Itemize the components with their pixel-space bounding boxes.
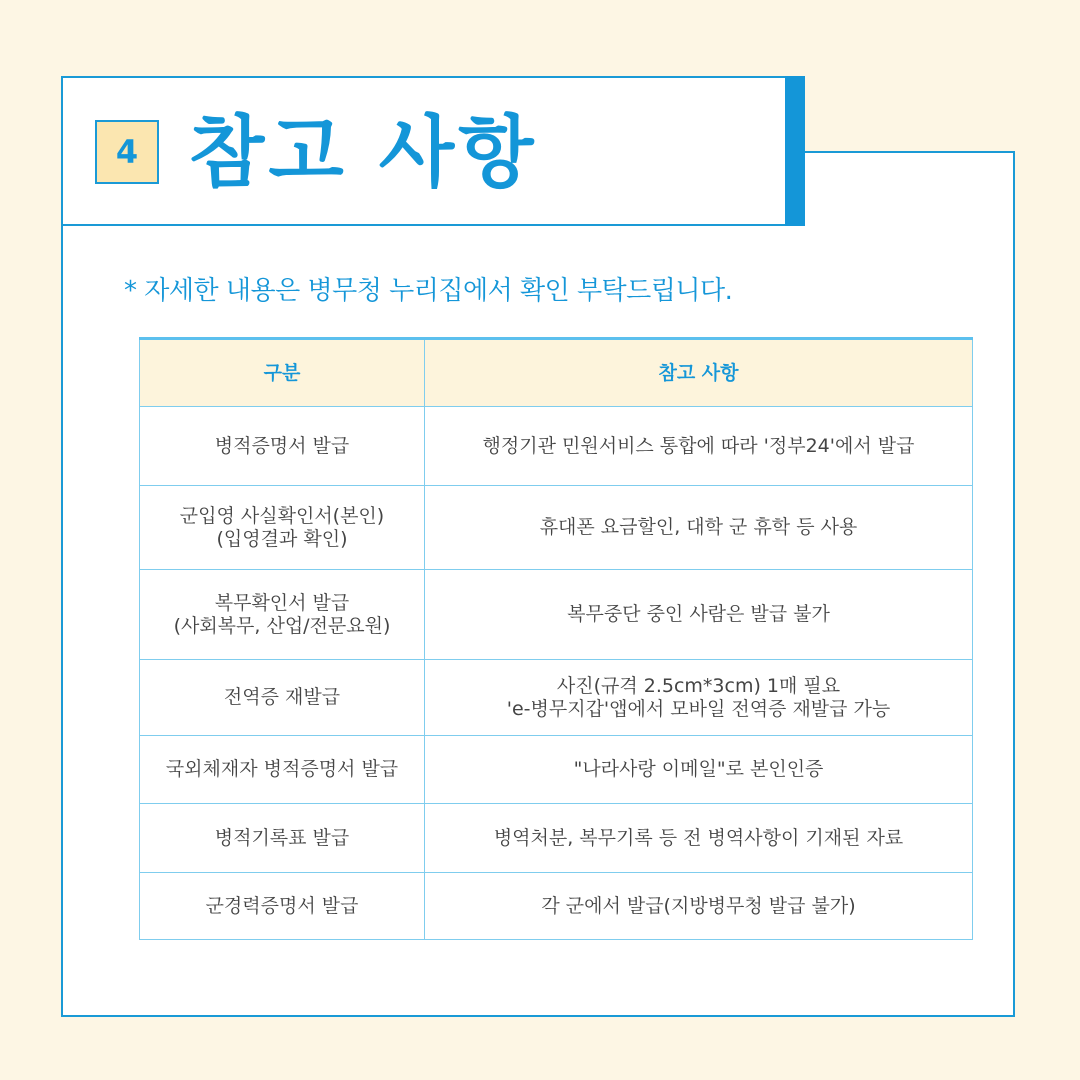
category-cell-text: 군경력증명서 발급 (205, 894, 359, 917)
note-cell (425, 660, 973, 736)
table-row (140, 873, 973, 940)
note-cell (425, 486, 973, 570)
table-row (140, 486, 973, 570)
note-cell-text: 각 군에서 발급(지방병무청 발급 불가) (541, 894, 856, 917)
column-header-note: 참고 사항 (425, 339, 973, 407)
note-cell (425, 736, 973, 804)
table-row (140, 407, 973, 486)
reference-note: * 자세한 내용은 병무청 누리집에서 확인 부탁드립니다. (124, 276, 733, 306)
category-cell (140, 736, 425, 804)
note-cell-text: 행정기관 민원서비스 통합에 따라 '정부24'에서 발급 (482, 434, 915, 457)
category-cell-text: 병적증명서 발급 (214, 434, 350, 457)
page-title: 참고 사항 (189, 108, 538, 198)
note-cell (425, 873, 973, 940)
note-cell (425, 570, 973, 660)
category-cell-text: (입영결과 확인) (216, 527, 348, 550)
note-cell-text: 복무중단 중인 사람은 발급 불가 (567, 603, 830, 625)
category-cell-text: 복무확인서 발급 (214, 591, 350, 614)
category-cell-text: 국외체재자 병적증명서 발급 (165, 758, 399, 780)
category-cell (140, 486, 425, 570)
note-cell (425, 804, 973, 873)
note-cell-text: 'e-병무지갑'앱에서 모바일 전역증 재발급 가능 (506, 697, 891, 720)
title-box (61, 76, 805, 226)
note-cell (425, 407, 973, 486)
category-cell (140, 873, 425, 940)
column-header-category: 구분 (140, 339, 425, 407)
category-cell (140, 804, 425, 873)
table-row (140, 660, 973, 736)
category-cell (140, 660, 425, 736)
table-row (140, 736, 973, 804)
category-cell-text: 전역증 재발급 (223, 686, 341, 708)
category-cell-text: (사회복무, 산업/전문요원) (173, 614, 391, 637)
title-accent-bar (785, 76, 805, 226)
table-row (140, 570, 973, 660)
note-cell-text: 병역처분, 복무기록 등 전 병역사항이 기재된 자료 (493, 826, 904, 849)
note-cell-text: "나라사랑 이메일"로 본인인증 (573, 758, 824, 780)
table-header-row (140, 339, 973, 407)
reference-table (139, 337, 973, 940)
note-cell-text: 사진(규격 2.5cm*3cm) 1매 필요 (556, 674, 841, 697)
category-cell (140, 407, 425, 486)
category-cell (140, 570, 425, 660)
table-row (140, 804, 973, 873)
note-cell-text: 휴대폰 요금할인, 대학 군 휴학 등 사용 (539, 516, 858, 538)
section-number-badge: 4 (95, 120, 159, 184)
category-cell-text: 병적기록표 발급 (214, 826, 350, 849)
category-cell-text: 군입영 사실확인서(본인) (179, 504, 385, 527)
